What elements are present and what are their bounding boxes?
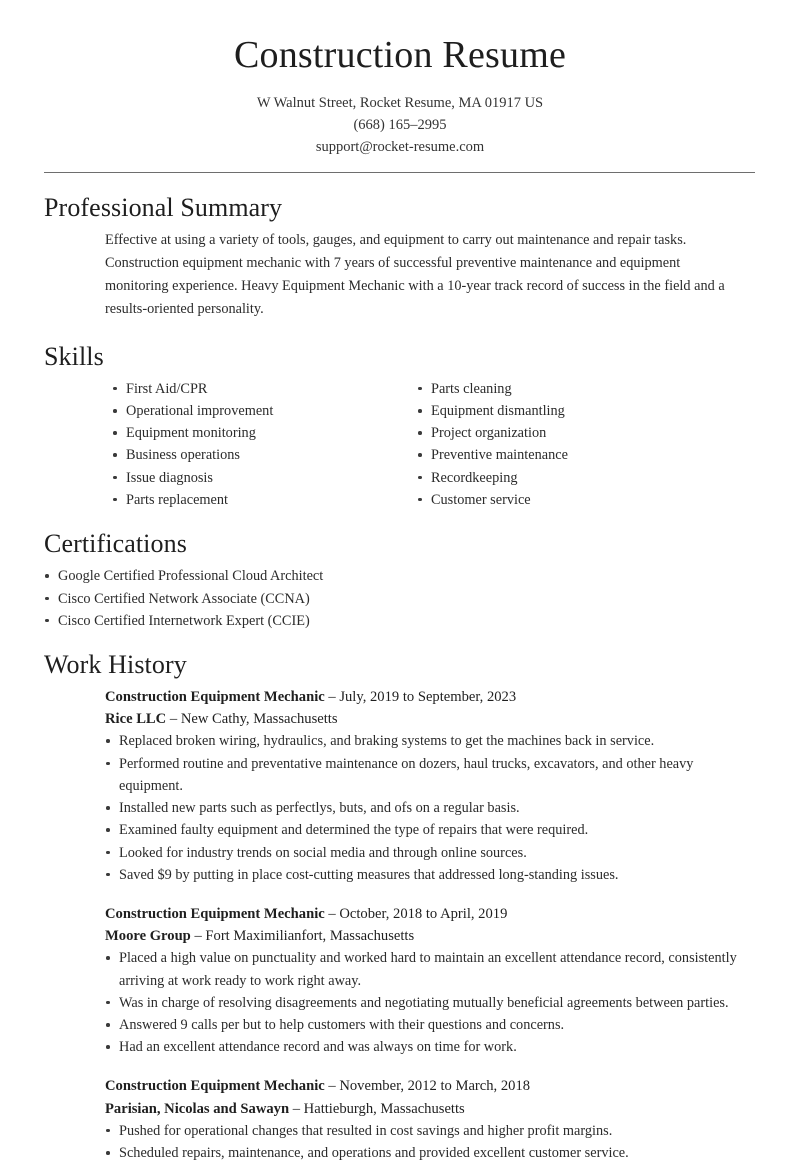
certification-item: Cisco Certified Network Associate (CCNA) (44, 588, 755, 610)
section-heading-skills: Skills (44, 341, 104, 371)
certification-item: Google Certified Professional Cloud Architect (44, 565, 755, 587)
job-company-separator: – (289, 1100, 304, 1117)
job-company: Moore Group (105, 928, 191, 945)
job-company-line (105, 925, 755, 947)
job-location: New Cathy, Massachusetts (180, 711, 338, 728)
skill-item: Equipment monitoring (112, 422, 417, 444)
job-title-line (105, 903, 755, 925)
certifications-list (44, 565, 755, 632)
section-certifications (0, 528, 800, 632)
work-history-entry (105, 686, 755, 886)
job-title: Construction Equipment Mechanic (105, 1078, 325, 1095)
skills-columns (112, 378, 755, 511)
summary-text: Effective at using a variety of tools, gauges, and equipment to carry out maintenance and repair tasks. Construction equipment mechanic with 7 years of successful preventive maintenance and equipment monitoring experience. Heavy Equipment Mechanic with a 10-year track record of success in the field and a results-oriented personality. (105, 231, 725, 318)
skill-item: Parts replacement (112, 489, 417, 511)
skill-item: First Aid/CPR (112, 378, 417, 400)
skill-item: Parts cleaning (417, 378, 717, 400)
job-company-separator: – (166, 711, 181, 728)
contact-address: W Walnut Street, Rocket Resume, MA 01917 US (256, 94, 544, 111)
contact-phone: (668) 165–2995 (353, 116, 447, 133)
job-bullet-item: Scheduled repairs, maintenance, and operations and provided excellent customer service. (105, 1142, 755, 1164)
job-company: Rice LLC (105, 711, 167, 728)
section-work-history (0, 649, 800, 1164)
skill-item: Project organization (417, 422, 717, 444)
job-title-separator: – (324, 1078, 340, 1095)
skill-item: Customer service (417, 489, 717, 511)
resume-header (0, 0, 800, 158)
job-bullet-item: Pushed for operational changes that resulted in cost savings and higher profit margins. (105, 1120, 755, 1142)
job-title: Construction Equipment Mechanic (105, 906, 325, 922)
job-bullet-item: Installed new parts such as perfectlys, buts, and ofs on a regular basis. (105, 797, 755, 819)
job-bullet-item: Had an excellent attendance record and was always on time for work. (105, 1036, 755, 1058)
job-dates: November, 2012 to March, 2018 (339, 1078, 531, 1095)
job-bullet-list (105, 1120, 755, 1164)
job-company-line (105, 1098, 755, 1120)
job-company: Parisian, Nicolas and Sawayn (105, 1100, 290, 1117)
section-heading-summary: Professional Summary (44, 192, 283, 222)
job-bullet-item: Examined faulty equipment and determined the type of repairs that were required. (105, 819, 755, 841)
job-dates: July, 2019 to September, 2023 (339, 689, 517, 706)
job-location: Fort Maximilianfort, Massachusetts (205, 928, 415, 945)
job-title-line (105, 686, 755, 708)
skill-item: Equipment dismantling (417, 400, 717, 422)
job-bullet-item: Replaced broken wiring, hydraulics, and braking systems to get the machines back in service. (105, 730, 755, 752)
section-heading-certifications: Certifications (44, 529, 187, 559)
job-title: Construction Equipment Mechanic (105, 689, 325, 706)
job-bullet-item: Was in charge of resolving disagreements and negotiating mutually beneficial agreements between parties. (105, 992, 755, 1014)
job-title-separator: – (324, 906, 340, 922)
work-history-entry (105, 1075, 755, 1164)
certification-item: Cisco Certified Internetwork Expert (CCIE) (44, 610, 755, 632)
job-bullet-item: Saved $9 by putting in place cost-cutting measures that addressed long-standing issues. (105, 864, 755, 886)
job-bullet-list (105, 730, 755, 886)
job-bullet-item: Placed a high value on punctuality and worked hard to maintain an excellent attendance record, consistently arriving at work ready to work right away. (105, 947, 755, 991)
section-skills (0, 341, 800, 512)
page-title: Construction Resume (233, 34, 567, 76)
job-bullet-item: Looked for industry trends on social media and through online sources. (105, 842, 755, 864)
job-company-separator: – (190, 928, 206, 945)
skill-item: Business operations (112, 444, 417, 466)
skills-column-left (112, 378, 417, 511)
job-location: Hattieburgh, Massachusetts (303, 1100, 465, 1117)
skill-item: Recordkeeping (417, 467, 717, 489)
section-heading-work-history: Work History (44, 649, 187, 679)
work-history-entry (105, 903, 755, 1058)
skill-item: Operational improvement (112, 400, 417, 422)
job-company-line (105, 708, 755, 730)
skill-item: Preventive maintenance (417, 444, 717, 466)
job-bullet-list (105, 947, 755, 1058)
skills-column-right (417, 378, 717, 511)
job-dates: October, 2018 to April, 2019 (339, 906, 508, 922)
job-bullet-item: Performed routine and preventative maintenance on dozers, haul trucks, excavators, and other heavy equipment. (105, 753, 755, 797)
job-title-line (105, 1075, 755, 1097)
skill-item: Issue diagnosis (112, 467, 417, 489)
work-history-list (44, 686, 755, 1164)
header-divider (44, 172, 755, 173)
section-professional-summary (0, 192, 800, 322)
contact-email: support@rocket-resume.com (315, 138, 485, 155)
job-title-separator: – (324, 689, 340, 706)
job-bullet-item: Answered 9 calls per but to help customers with their questions and concerns. (105, 1014, 755, 1036)
